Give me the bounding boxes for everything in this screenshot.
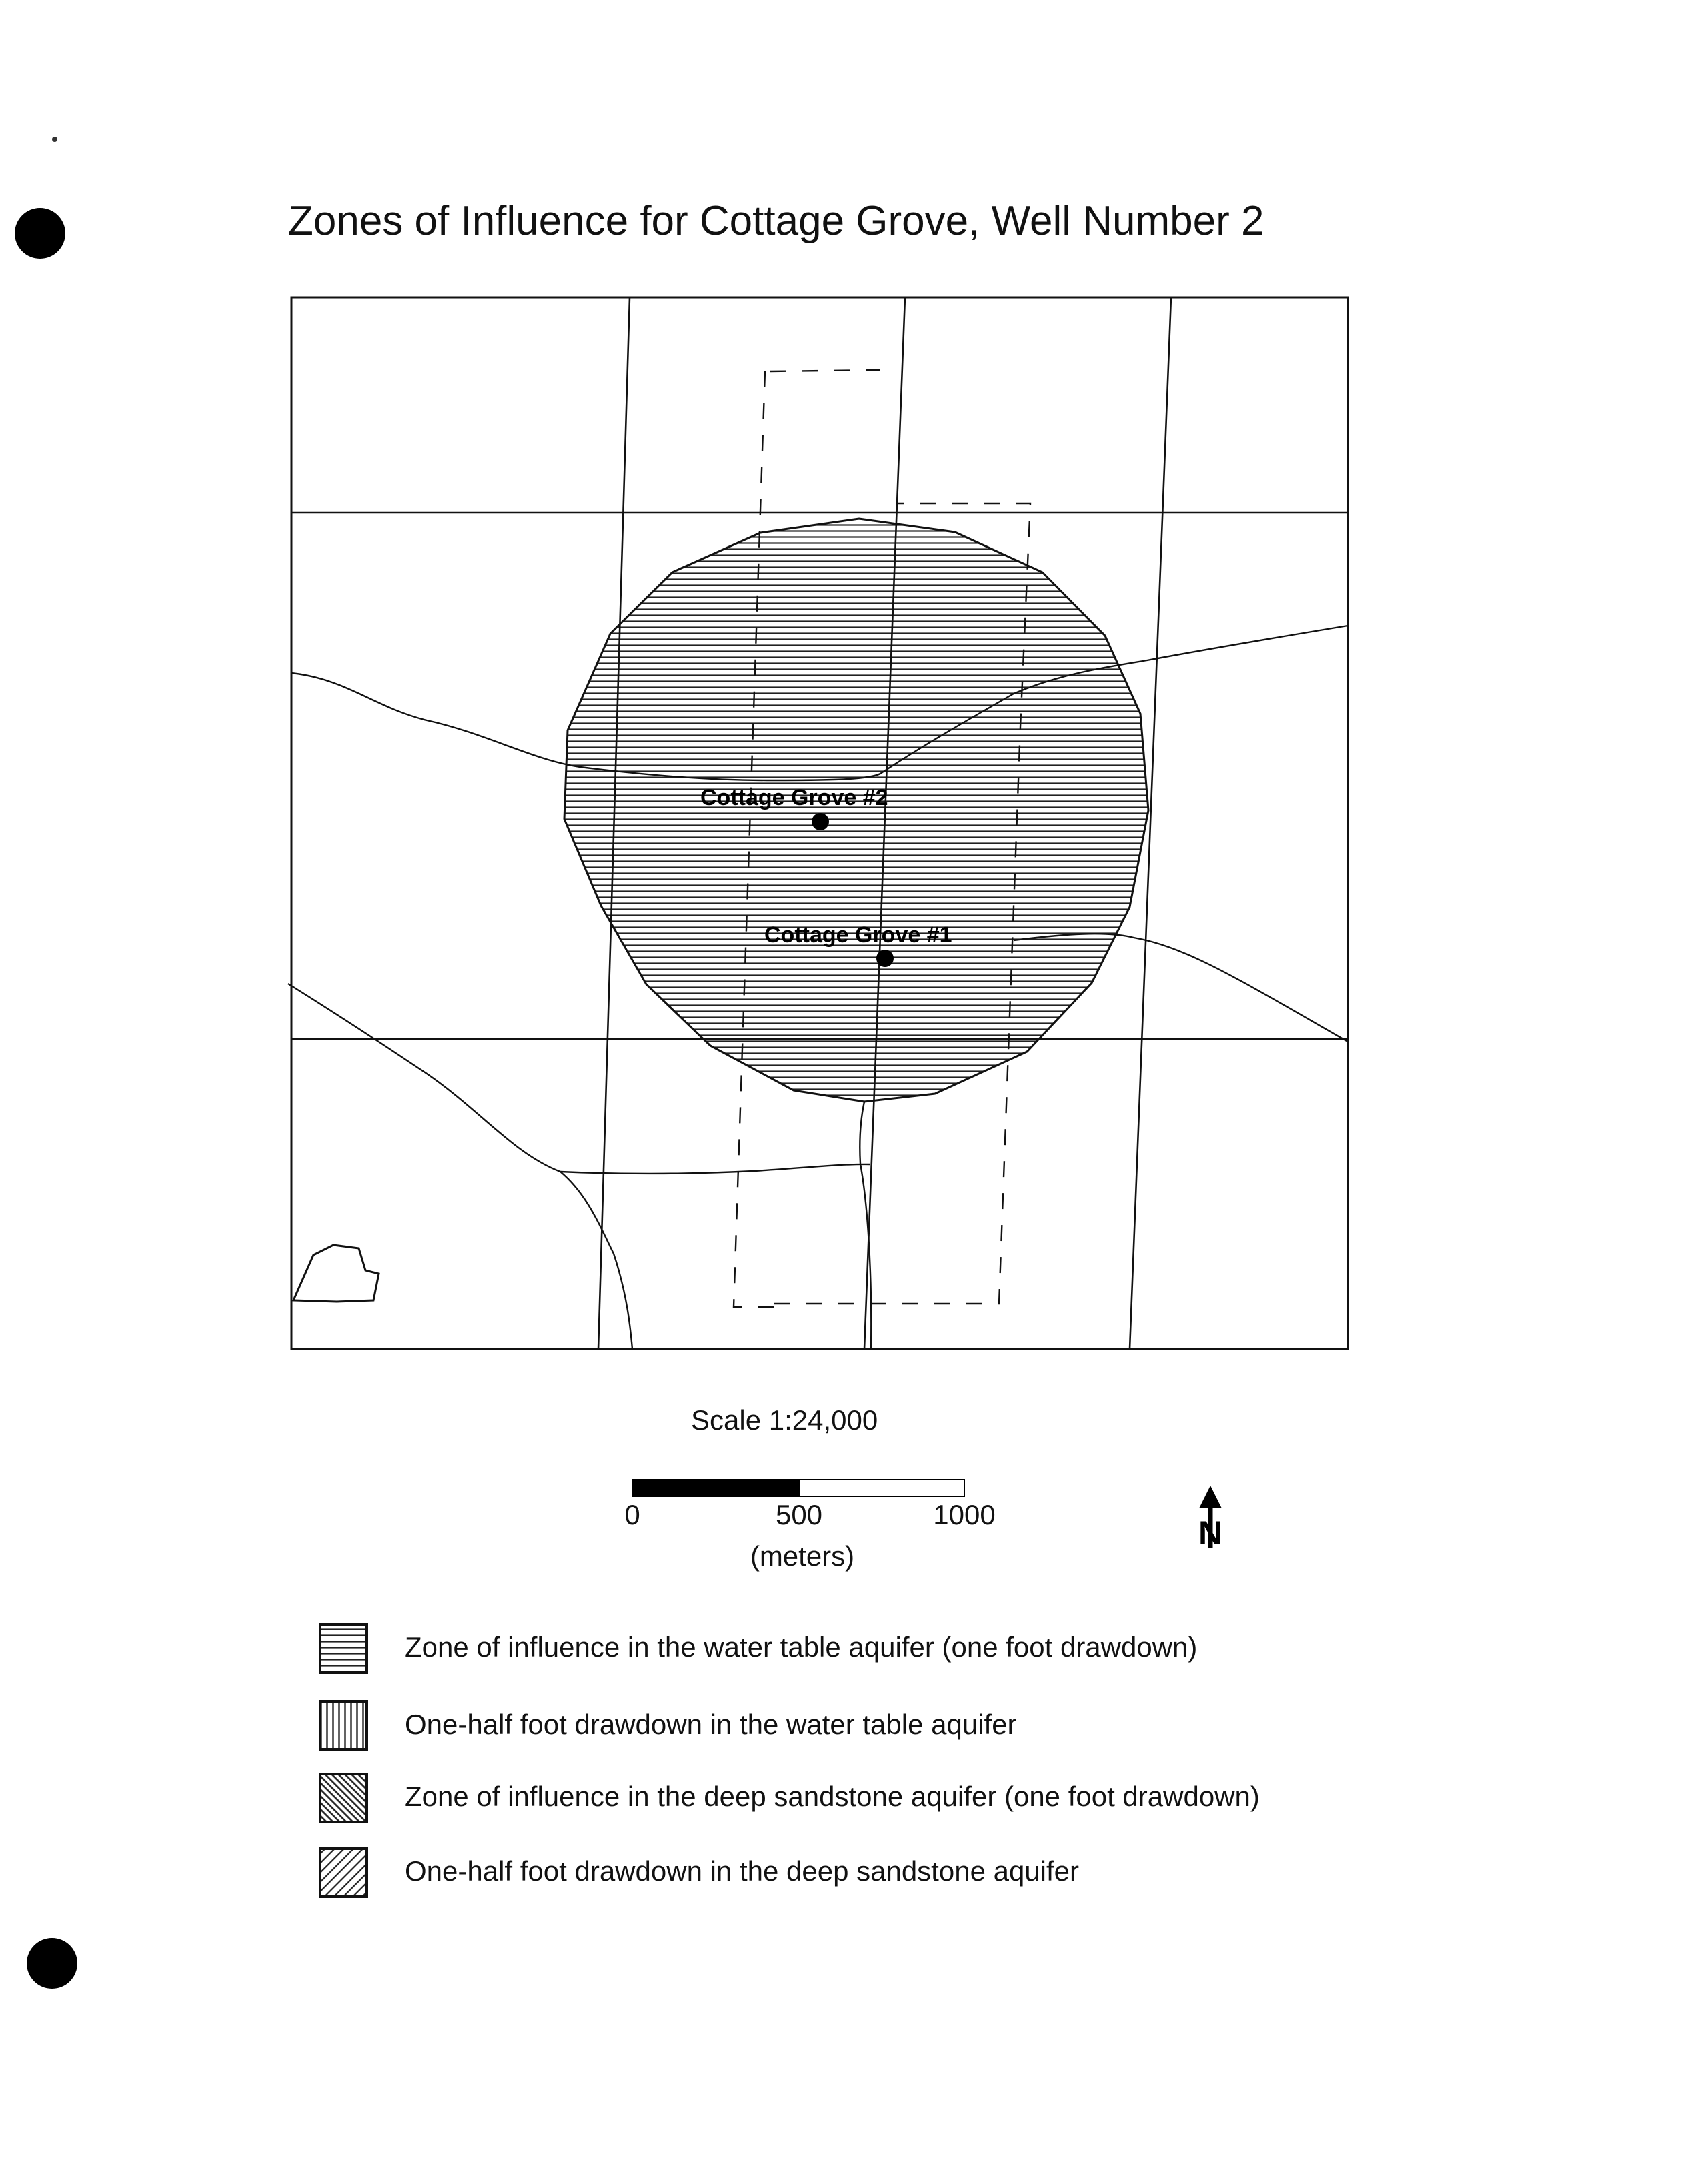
legend-item-label: Zone of influence in the water table aquifer (one foot drawdown) — [405, 1631, 1198, 1663]
legend-swatch-horizontal — [320, 1624, 367, 1673]
zone-of-influence-water-table — [564, 519, 1148, 1102]
binder-hole-top — [15, 208, 65, 259]
well-2-label: Cottage Grove #2 — [700, 785, 888, 810]
scale-tick-500: 500 — [775, 1499, 823, 1530]
legend-item-label: One-half foot drawdown in the deep sandstone aquifer — [405, 1855, 1080, 1887]
legend-swatch-dense-diagonal — [320, 1774, 367, 1822]
scale-bar-light — [799, 1480, 964, 1496]
legend-item-label: Zone of influence in the deep sandstone aquifer (one foot drawdown) — [405, 1781, 1260, 1812]
scale-label: Scale 1:24,000 — [691, 1404, 878, 1436]
speck-mark — [52, 137, 57, 142]
well-1-marker — [876, 950, 894, 967]
scale-bar-dark — [632, 1480, 799, 1496]
well-2-marker — [812, 813, 829, 830]
binder-hole-bottom — [27, 1938, 77, 1989]
lake-outline — [293, 1245, 379, 1302]
legend-swatch-diagonal — [320, 1849, 367, 1897]
scale-tick-1000: 1000 — [933, 1499, 996, 1530]
legend-item-label: One-half foot drawdown in the water table aquifer — [405, 1709, 1017, 1740]
well-1-label: Cottage Grove #1 — [764, 922, 952, 948]
scale-units: (meters) — [750, 1540, 855, 1572]
scale-tick-0: 0 — [624, 1499, 640, 1530]
legend-swatch-vertical — [320, 1701, 367, 1749]
north-label: N — [1198, 1514, 1223, 1552]
page-title: Zones of Influence for Cottage Grove, Well Number 2 — [288, 198, 1264, 244]
